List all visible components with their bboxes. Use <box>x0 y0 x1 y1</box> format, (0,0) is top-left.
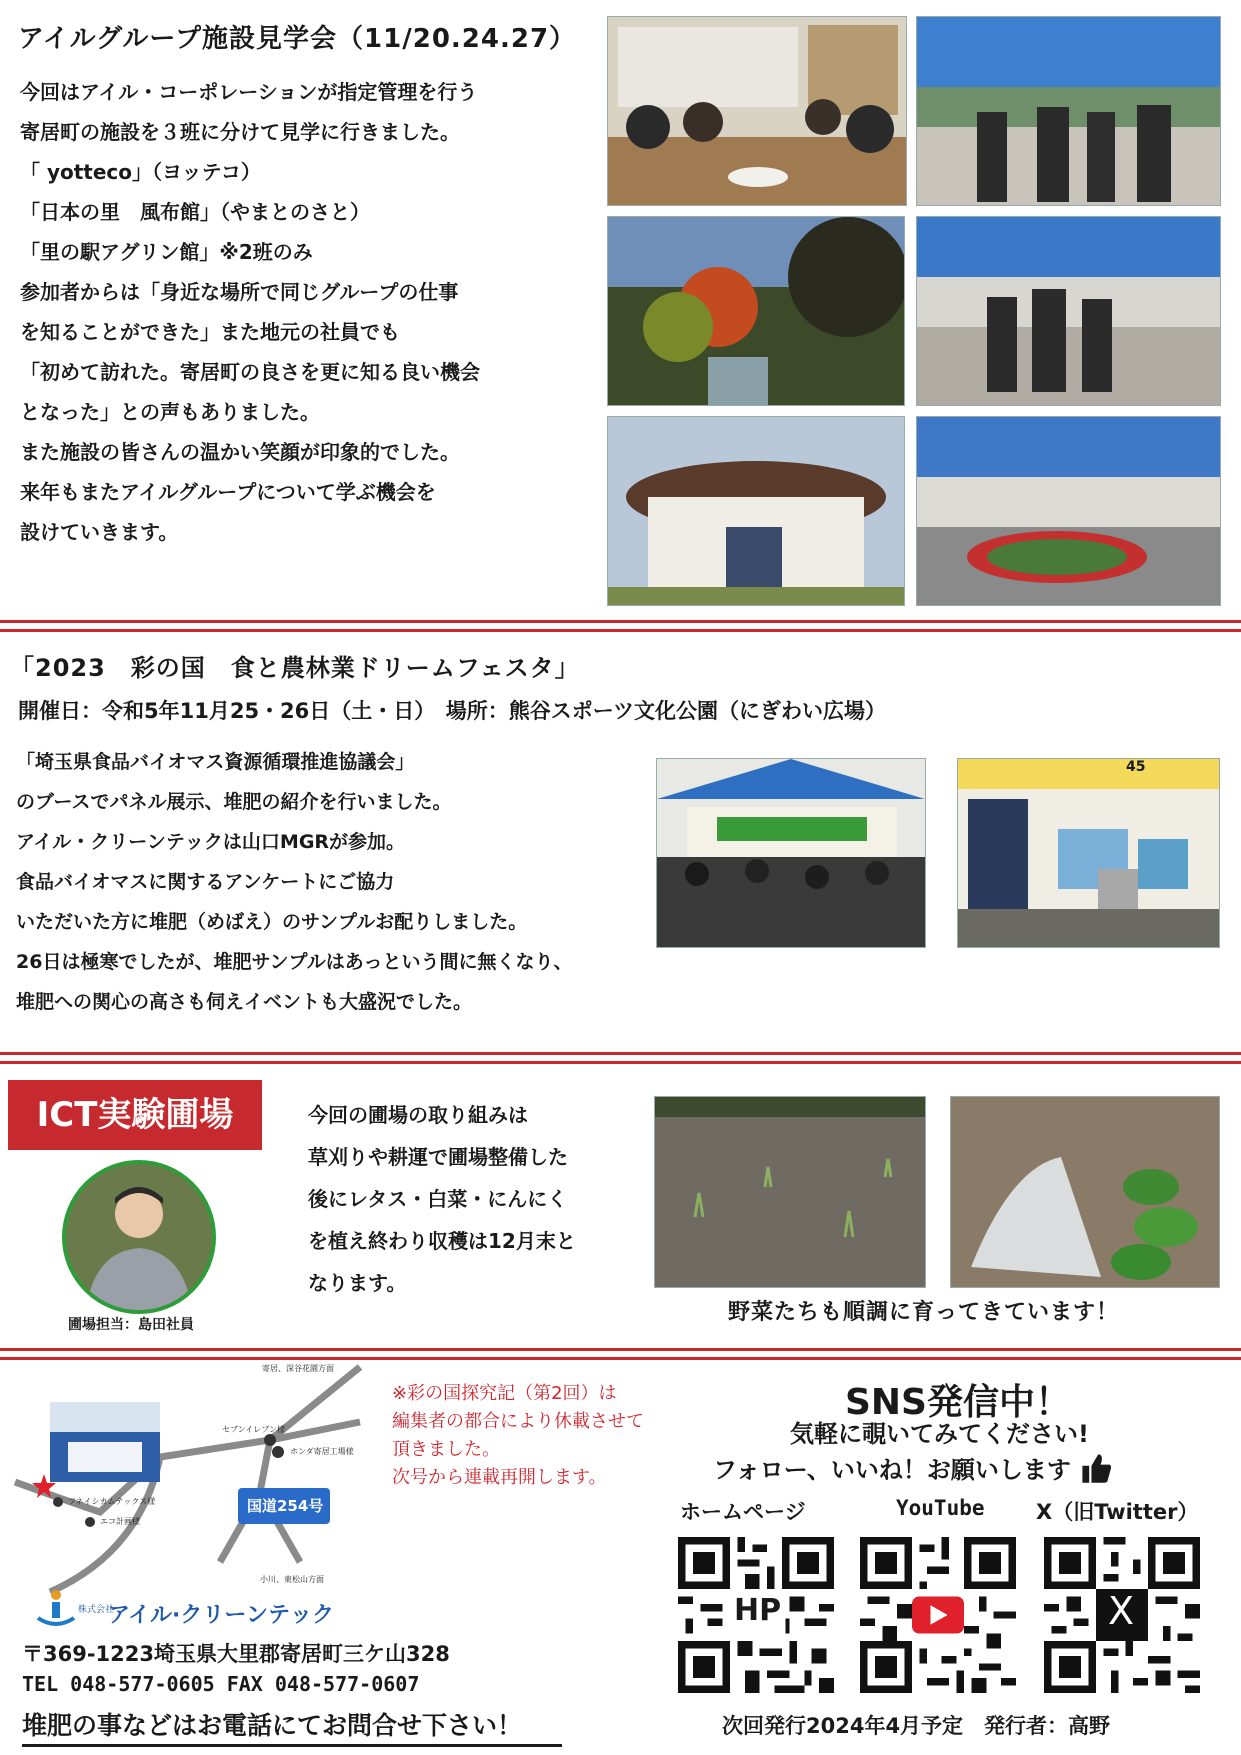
next-issue-info: 次回発行2024年4月予定 発行者：高野 <box>722 1714 1111 1738</box>
section2-title: 「2023 彩の国 食と農林業ドリームフェスタ」 <box>10 654 580 682</box>
section1-line: 来年もまたアイルグループについて学ぶ機会を <box>20 480 436 504</box>
map-label-seven: セブンイレブン様 <box>222 1425 285 1434</box>
section1-line: 「初めて訪れた。寄居町の良さを更に知る良い機会 <box>20 360 480 384</box>
booth-number: 45 <box>1126 759 1146 775</box>
section1-line: を知ることができた」また地元の社員でも <box>20 320 400 344</box>
section2-line: 「埼玉県食品バイオマス資源循環推進協議会」 <box>16 751 415 773</box>
notice-line: 頂きました。 <box>392 1439 500 1460</box>
map-label-eco: エコ計画様 <box>100 1517 140 1526</box>
section3-body <box>308 1094 576 1304</box>
photo-autumn-forest <box>607 216 905 406</box>
section1-line: 「日本の里 風布館」（やまとのさと） <box>20 200 370 224</box>
access-map <box>10 1362 380 1598</box>
photo-roundabout <box>916 416 1221 606</box>
photo-field-soil <box>654 1096 926 1288</box>
inquiry-underline <box>22 1744 562 1747</box>
sns-line1: 気軽に覗いてみてください! <box>790 1420 1089 1448</box>
map-label-fujitech: フネイシカムテックス様 <box>68 1497 156 1506</box>
section1-line: 参加者からは「身近な場所で同じグループの仕事 <box>20 280 459 304</box>
sns-title: SNS発信中！ <box>845 1382 1071 1423</box>
photo-dining <box>607 16 907 206</box>
section1-line: また施設の皆さんの温かい笑顔が印象的でした。 <box>20 440 460 464</box>
section2-line: いただいた方に堆肥（めばえ）のサンプルお配りしました。 <box>16 911 528 933</box>
map-label-top: 寄居、深谷花園方面 <box>262 1364 334 1373</box>
x-logo-icon: X <box>1108 1589 1135 1633</box>
section1-title: アイルグループ施設見学会（11/20.24.27） <box>18 24 577 54</box>
section2-body <box>16 742 573 1022</box>
section-divider <box>0 620 1241 632</box>
section2-line: のブースでパネル展示、堆肥の紹介を行いました。 <box>16 791 452 813</box>
section3-line: 今回の圃場の取り組みは <box>308 1103 528 1127</box>
company-logo-icon <box>36 1588 76 1628</box>
vegetable-caption: 野菜たちも順調に育ってきています！ <box>728 1300 1120 1325</box>
section1-line: 今回はアイル・コーポレーションが指定管理を行う <box>20 80 478 104</box>
photo-festa-stage <box>656 758 926 948</box>
avatar <box>62 1160 216 1314</box>
inquiry-message: 堆肥の事などはお電話にてお問合せ下さい！ <box>22 1711 523 1740</box>
section-divider <box>0 1348 1241 1360</box>
sns-line2 <box>713 1450 1113 1491</box>
company-address: 〒369-1223埼玉県大里郡寄居町三ケ山328 <box>22 1642 450 1666</box>
photo-group-three <box>916 216 1221 406</box>
section3-line: なります。 <box>308 1271 407 1295</box>
company-phone-fax: TEL 048-577-0605 FAX 048-577-0607 <box>22 1672 420 1696</box>
map-label-bottom: 小川、東松山方面 <box>260 1575 324 1584</box>
section3-line: を植え終わり収穫は12月末と <box>308 1229 576 1253</box>
notice-line: 次号から連載再開します。 <box>392 1467 607 1488</box>
section1-line: となった」との声もありました。 <box>20 400 320 424</box>
section1-line: 「 yotteco」（ヨッテコ） <box>20 160 261 184</box>
section2-line: アイル・クリーンテックは山口MGRが参加。 <box>16 831 406 853</box>
photo-group-four <box>916 16 1221 206</box>
x-qr-code[interactable] <box>1044 1537 1200 1693</box>
section3-line: 後にレタス・白菜・にんにく <box>308 1187 568 1211</box>
notice-line: ※彩の国探究記（第2回）は <box>392 1383 617 1404</box>
section3-line: 草刈りや耕運で圃場整備した <box>308 1145 568 1169</box>
section-divider <box>0 1052 1241 1064</box>
company-name: アイル·クリーンテック <box>108 1603 334 1628</box>
notice-line: 編集者の都合により休載させて <box>392 1411 644 1432</box>
section2-line: 食品バイオマスに関するアンケートにご協力 <box>16 871 395 893</box>
map-label-honda: ホンダ寄居工場様 <box>290 1447 354 1456</box>
qr-label-homepage: ホームページ <box>680 1500 806 1524</box>
company-prefix: 株式会社 <box>78 1605 115 1615</box>
photo-round-building <box>607 416 905 606</box>
hp-label: HP <box>734 1593 782 1628</box>
sns-line2-text: フォロー、いいね！お願いします <box>713 1456 1071 1484</box>
section1-line: 設けていきます。 <box>20 520 179 544</box>
section1-body <box>20 72 480 552</box>
homepage-qr-code[interactable] <box>678 1537 834 1693</box>
section1-line: 寄居町の施設を３班に分けて見学に行きました。 <box>20 120 460 144</box>
photo-booth <box>957 758 1220 948</box>
thumbs-up-icon <box>1079 1451 1113 1491</box>
map-route-label: 国道254号 <box>247 1497 324 1515</box>
youtube-qr-code[interactable] <box>860 1537 1016 1693</box>
section2-line: 26日は極寒でしたが、堆肥サンプルはあっという間に無くなり、 <box>16 951 573 973</box>
ict-field-label: ICT実験圃場 <box>8 1080 262 1150</box>
photo-field-tunnel <box>950 1096 1220 1288</box>
serial-notice <box>392 1380 644 1492</box>
section2-date-place: 開催日：令和5年11月25・26日（土・日） 場所：熊谷スポーツ文化公園（にぎわい広場） <box>18 699 886 723</box>
qr-label-x: X（旧Twitter） <box>1036 1500 1199 1524</box>
qr-label-youtube: YouTube <box>896 1496 985 1520</box>
section2-line: 堆肥への関心の高さも伺えイベントも大盛況でした。 <box>16 991 473 1013</box>
staff-caption: 圃場担当：島田社員 <box>68 1317 194 1333</box>
section1-line: 「里の駅アグリン館」※2班のみ <box>20 240 313 264</box>
